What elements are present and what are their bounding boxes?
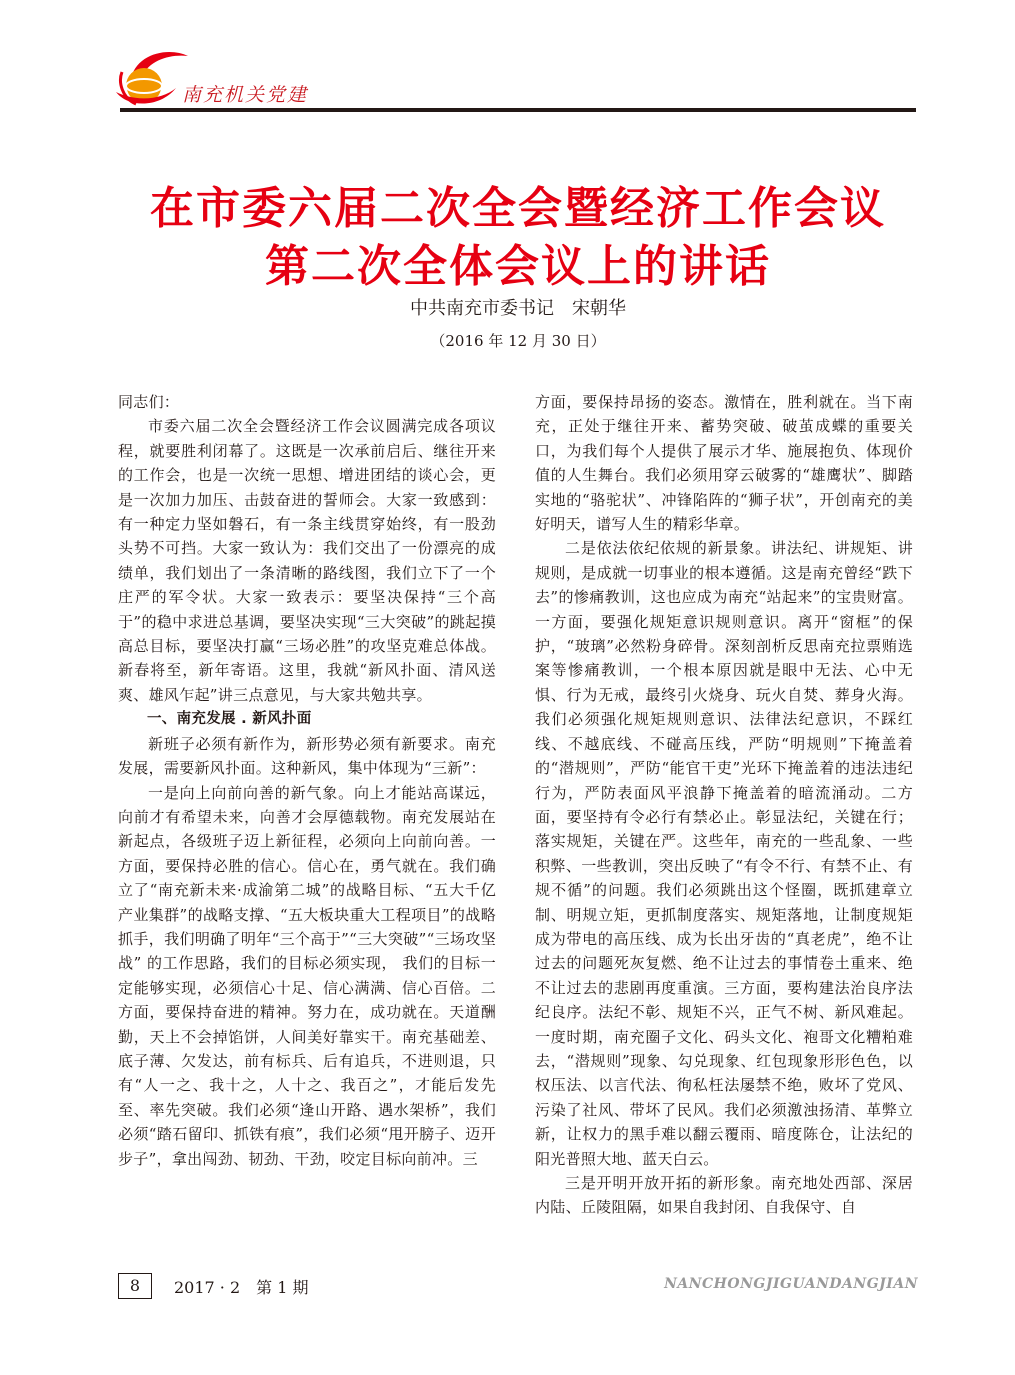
column-left <box>118 390 496 1270</box>
column-right <box>535 390 913 1270</box>
paragraph-text: 南充地处西部、深居内陆、丘陵阻隔，如果自我封闭、自我保守、自 <box>535 1174 913 1217</box>
paragraph: 新班子必须有新作为，新形势必须有新要求。南充发展，需要新风扑面。这种新风，集中体现为“三新”： <box>118 734 496 778</box>
paragraph-lead: 三是开明开放开拓的新形象。 <box>565 1174 771 1192</box>
page-number: 8 <box>118 1273 152 1299</box>
paragraph: 市委六届二次全会暨经济工作会议圆满完成各项议程，就要胜利闭幕了。这既是一次承前启后、继往开来的工作会，也是一次统一思想、增进团结的谈心会，更是一次加力加压、击鼓奋进的誓师会。大家一致感到：有一种定力坚如磐石，有一条主线贯穿始终，有一股劲头势不可挡。大家一致认为：我们交出了一份漂亮的成绩单，我们划出了一条清晰的路线图，我们立下了一个庄严的军令状。大家一致表示：要坚决保持“三个高于”的稳中求进总基调，要坚决实现“三大突破”的跳起摸高总目标，要坚决打赢“三场必胜”的攻坚克难总体战。新春将至，新年寄语。这里，我就“新风扑面、清风送爽、雄风乍起”讲三点意见，与大家共勉共享。 <box>118 417 496 704</box>
header-rule <box>120 108 916 112</box>
author-byline <box>120 294 916 320</box>
speech-date: （2016 年 12 月 30 日） <box>430 332 606 350</box>
brand-name: 南充机关党建 <box>182 84 309 106</box>
paragraph: 方面，要保持昂扬的姿态。激情在，胜利就在。当下南充，正处于继往开来、蓄势突破、破茧成蝶的重要关口，为我们每个人提供了展示才华、施展抱负、体现价值的人生舞台。我们必须用穿云破雾的“雄鹰状”、脚踏实地的“骆驼状”、冲锋陷阵的“狮子状”，开创南充的美好明天，谱写人生的精彩华章。 <box>535 393 913 534</box>
paragraph <box>118 781 496 1172</box>
footer-brand: NANCHONGJIGUANDANGJIAN <box>664 1276 918 1292</box>
paragraph-lead: 二是依法依纪依规的新景象。 <box>565 539 771 558</box>
author-name: 宋朝华 <box>572 298 626 319</box>
article-title-line1: 在市委六届二次全会暨经济工作会议 <box>150 183 886 234</box>
paragraph-lead: 一是向上向前向善的新气象。 <box>148 783 354 802</box>
page-footer <box>118 1273 918 1303</box>
page-header <box>0 0 1015 130</box>
paragraph-text: 讲法纪、讲规矩、讲规则，是成就一切事业的根本遵循。这是南充曾经“跌下去”的惨痛教训，这也应成为南充“站起来”的宝贵财富。一方面，要强化规矩意识规则意识。离开“窗框”的保护，“玻璃”必然粉身碎骨。深刻剖析反思南充拉票贿选案等惨痛教训，一个根本原因就是眼中无法、心中无惧、行为无戒，最终引火烧身、玩火自焚、葬身火海。我们必须强化规矩规则意识、法律法纪意识，不踩红线、不越底线、不碰高压线，严防“明规则”下掩盖着的“潜规则”，严防“能官干吏”光环下掩盖着的违法违纪行为，严防表面风平浪静下掩盖着的暗流涌动。二方面，要坚持有令必行有禁必止。彰显法纪，关键在行；落实规矩，关键在严。这些年，南充的一些乱象、一些积弊、一些教训，突出反映了“有令不行、有禁不止、有规不循”的问题。我们必须跳出这个怪圈，既抓建章立制、明规立矩，更抓制度落实、规矩落地，让制度规矩成为带电的高压线、成为长出牙齿的“真老虎”，绝不让过去的问题死灰复燃、绝不让过去的事情卷土重来、绝不让过去的悲剧再度重演。三方面，要构建法治良序法纪良序。法纪不彰、规矩不兴，正气不树、新风难起。一度时期，南充圈子文化、码头文化、袍哥文化糟粕难去，“潜规则”现象、勾兑现象、红包现象形形色色，以权压法、以言代法、徇私枉法屡禁不绝，败坏了党风、污染了社风、带坏了民风。我们必须激浊扬清、革弊立新，让权力的黑手难以翻云覆雨、暗度陈仓，让法纪的阳光普照大地、蓝天白云。 <box>535 539 913 1168</box>
paragraph <box>535 1171 913 1220</box>
article-title-line2: 第二次全体会议上的讲话 <box>265 241 771 292</box>
paragraph <box>535 536 913 1171</box>
section-heading: 一、南充发展 . 新风扑面 <box>147 711 312 728</box>
author-title: 中共南充市委书记 <box>410 298 554 319</box>
salutation: 同志们： <box>118 393 180 411</box>
issue-info: 2017 · 2 第 1 期 <box>174 1278 309 1297</box>
paragraph-text: 向上才能站高谋远，向前才有希望未来，向善才会厚德载物。南充发展站在新起点，各级班子迈上新征程，必须向上向前向善。一方面，要保持必胜的信心。信心在，勇气就在。我们确立了“南充新未来·成渝第二城”的战略目标、“五大千亿产业集群”的战略支撑、“五大板块重大工程项目”的战略抓手，我们明确了明年“三个高于”“三大突破”“三场攻坚战” 的工作思路，我们的目标必须实现， 我们的目标一定能够实现，必须信心十足、信心满满、信心百倍。二方面，要保持奋进的精神。努力在，成功就在。天道酬勤，天上不会掉馅饼，人间美好靠实干。南充基础差、底子薄、欠发达，前有标兵、后有追兵，不进则退，只有“人一之、我十之，人十之、我百之”，才能后发先至、率先突破。我们必须“逢山开路、遇水架桥”，我们必须“踏石留印、抓铁有痕”，我们必须“甩开膀子、迈开步子”，拿出闯劲、韧劲、干劲，咬定目标向前冲。三 <box>118 783 496 1168</box>
